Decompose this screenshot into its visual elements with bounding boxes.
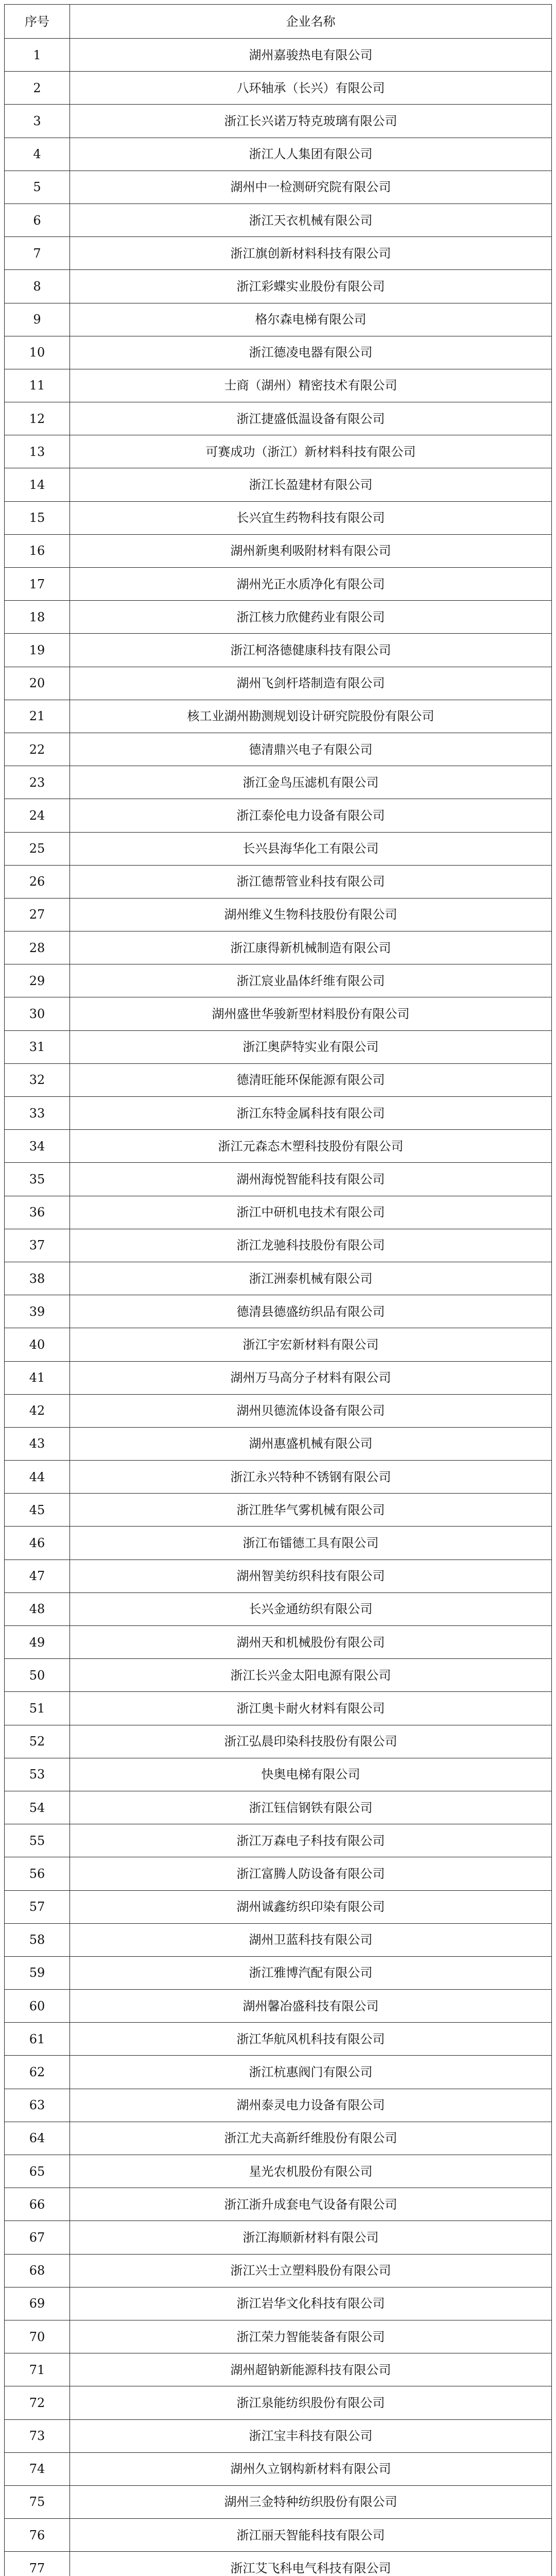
table-row [5,2287,552,2320]
serial-number-cell: 38 [5,1262,70,1295]
enterprise-name-cell: 长兴县海华化工有限公司 [70,832,552,865]
enterprise-name-cell: 浙江泉能纺织股份有限公司 [70,2386,552,2419]
enterprise-name-cell: 浙江龙驰科技股份有限公司 [70,1229,552,1262]
serial-number-cell: 30 [5,997,70,1030]
enterprise-name-cell: 浙江康得新机械制造有限公司 [70,931,552,964]
enterprise-name-cell: 湖州中一检测研究院有限公司 [70,171,552,204]
serial-number-cell: 28 [5,931,70,964]
serial-number-cell: 22 [5,733,70,766]
table-row [5,1130,552,1163]
table-row [5,1394,552,1427]
table-row [5,2452,552,2485]
enterprise-name-cell: 浙江奥萨特实业有限公司 [70,1030,552,1063]
enterprise-name-cell: 长兴宜生药物科技有限公司 [70,501,552,534]
enterprise-name-cell: 湖州贝德流体设备有限公司 [70,1394,552,1427]
enterprise-name-cell: 浙江艾飞科电气科技有限公司 [70,2552,552,2576]
enterprise-name-cell: 浙江核力欣健药业有限公司 [70,601,552,634]
table-row [5,2023,552,2056]
table-row [5,1030,552,1063]
table-row [5,501,552,534]
serial-number-cell: 77 [5,2552,70,2576]
serial-number-cell: 31 [5,1030,70,1063]
serial-number-cell: 6 [5,204,70,236]
table-header-row [5,5,552,39]
enterprise-name-cell: 浙江富腾人防设备有限公司 [70,1857,552,1890]
table-row [5,832,552,865]
table-row [5,931,552,964]
enterprise-name-cell: 浙江钰信钢铁有限公司 [70,1791,552,1824]
enterprise-name-cell: 浙江德帮管业科技有限公司 [70,865,552,898]
table-row [5,1659,552,1692]
table-row [5,435,552,468]
enterprise-name-cell: 湖州嘉骏热电有限公司 [70,39,552,72]
serial-number-cell: 26 [5,865,70,898]
serial-number-cell: 13 [5,435,70,468]
table-row [5,2254,552,2287]
serial-number-cell: 61 [5,2023,70,2056]
serial-number-cell: 58 [5,1923,70,1956]
table-row [5,2386,552,2419]
enterprise-name-cell: 湖州万马高分子材料有限公司 [70,1361,552,1394]
enterprise-name-cell: 浙江万森电子科技有限公司 [70,1824,552,1857]
serial-number-cell: 76 [5,2519,70,2552]
enterprise-name-cell: 湖州天和机械股份有限公司 [70,1626,552,1659]
serial-number-cell: 19 [5,634,70,667]
serial-number-cell: 8 [5,270,70,303]
enterprise-name-cell: 快奥电梯有限公司 [70,1758,552,1791]
table-row [5,964,552,997]
serial-number-cell: 35 [5,1163,70,1196]
enterprise-name-cell: 浙江金鸟压滤机有限公司 [70,766,552,799]
serial-number-cell: 51 [5,1692,70,1725]
serial-number-cell: 46 [5,1527,70,1560]
serial-number-cell: 11 [5,369,70,402]
serial-number-cell: 20 [5,667,70,700]
enterprise-name-cell: 浙江雅博汽配有限公司 [70,1956,552,1989]
serial-number-cell: 55 [5,1824,70,1857]
enterprise-name-cell: 湖州海悦智能科技有限公司 [70,1163,552,1196]
serial-number-cell: 56 [5,1857,70,1890]
serial-number-cell: 7 [5,237,70,270]
enterprise-name-cell: 德清鼎兴电子有限公司 [70,733,552,766]
serial-number-cell: 24 [5,799,70,832]
enterprise-name-cell: 湖州飞剑杆塔制造有限公司 [70,667,552,700]
table-row [5,303,552,336]
enterprise-name-cell: 浙江宸业晶体纤维有限公司 [70,964,552,997]
table-row [5,1956,552,1989]
table-row [5,468,552,501]
table-row [5,1427,552,1460]
table-row [5,1461,552,1494]
table-row [5,2552,552,2576]
table-row [5,1592,552,1625]
table-row [5,369,552,402]
table-row [5,634,552,667]
serial-number-cell: 75 [5,2485,70,2518]
enterprise-name-cell: 浙江人人集团有限公司 [70,138,552,171]
enterprise-name-cell: 浙江岩华文化科技有限公司 [70,2287,552,2320]
enterprise-name-cell: 浙江元森态木塑科技股份有限公司 [70,1130,552,1163]
enterprise-name-cell: 湖州惠盛机械有限公司 [70,1427,552,1460]
serial-number-cell: 48 [5,1592,70,1625]
table-row [5,2188,552,2221]
table-row [5,1527,552,1560]
enterprise-name-cell: 浙江浙升成套电气设备有限公司 [70,2188,552,2221]
enterprise-name-cell: 湖州卫蓝科技有限公司 [70,1923,552,1956]
serial-number-cell: 69 [5,2287,70,2320]
table-row [5,204,552,236]
table-row [5,799,552,832]
table-row [5,568,552,601]
enterprise-name-cell: 浙江胜华气雾机械有限公司 [70,1494,552,1527]
table-row [5,1890,552,1923]
serial-number-cell: 73 [5,2419,70,2452]
serial-number-cell: 34 [5,1130,70,1163]
serial-number-cell: 40 [5,1328,70,1361]
serial-number-cell: 70 [5,2320,70,2353]
serial-number-cell: 64 [5,2122,70,2155]
table-row [5,1494,552,1527]
enterprise-name-cell: 湖州智美纺织科技有限公司 [70,1560,552,1592]
table-row [5,237,552,270]
serial-number-cell: 47 [5,1560,70,1592]
enterprise-name-cell: 浙江捷盛低温设备有限公司 [70,402,552,435]
serial-number-cell: 32 [5,1063,70,1096]
header-serial-number: 序号 [5,5,70,39]
serial-number-cell: 74 [5,2452,70,2485]
table-row [5,1923,552,1956]
table-row [5,1295,552,1328]
table-row [5,2519,552,2552]
header-enterprise-name: 企业名称 [70,5,552,39]
serial-number-cell: 53 [5,1758,70,1791]
table-row [5,1560,552,1592]
table-row [5,1163,552,1196]
serial-number-cell: 3 [5,105,70,138]
enterprise-name-cell: 可赛成功（浙江）新材料科技有限公司 [70,435,552,468]
enterprise-name-cell: 浙江洲泰机械有限公司 [70,1262,552,1295]
table-row [5,865,552,898]
serial-number-cell: 45 [5,1494,70,1527]
enterprise-name-cell: 浙江兴士立塑料股份有限公司 [70,2254,552,2287]
enterprise-name-cell: 湖州泰灵电力设备有限公司 [70,2089,552,2122]
enterprise-name-cell: 浙江长兴诺万特克玻璃有限公司 [70,105,552,138]
table-row [5,997,552,1030]
enterprise-name-cell: 湖州维义生物科技股份有限公司 [70,898,552,931]
enterprise-name-cell: 浙江柯洛德健康科技有限公司 [70,634,552,667]
serial-number-cell: 39 [5,1295,70,1328]
serial-number-cell: 2 [5,72,70,105]
enterprise-name-cell: 浙江宇宏新材料有限公司 [70,1328,552,1361]
table-row [5,336,552,369]
serial-number-cell: 72 [5,2386,70,2419]
table-row [5,1626,552,1659]
enterprise-name-cell: 浙江东特金属科技有限公司 [70,1097,552,1130]
serial-number-cell: 52 [5,1725,70,1758]
enterprise-name-cell: 浙江天衣机械有限公司 [70,204,552,236]
table-row [5,270,552,303]
serial-number-cell: 18 [5,601,70,634]
enterprise-name-cell: 浙江永兴特种不锈钢有限公司 [70,1461,552,1494]
table-row [5,2056,552,2089]
serial-number-cell: 12 [5,402,70,435]
serial-number-cell: 44 [5,1461,70,1494]
table-row [5,667,552,700]
enterprise-table [4,4,552,2576]
serial-number-cell: 41 [5,1361,70,1394]
enterprise-name-cell: 浙江旗创新材料科技有限公司 [70,237,552,270]
enterprise-name-cell: 浙江德凌电器有限公司 [70,336,552,369]
table-row [5,39,552,72]
table-row [5,1328,552,1361]
table-row [5,1857,552,1890]
table-row [5,105,552,138]
enterprise-name-cell: 浙江彩蝶实业股份有限公司 [70,270,552,303]
serial-number-cell: 37 [5,1229,70,1262]
table-row [5,1824,552,1857]
table-body [5,39,552,2576]
serial-number-cell: 54 [5,1791,70,1824]
enterprise-name-cell: 湖州三金特种纺织股份有限公司 [70,2485,552,2518]
serial-number-cell: 67 [5,2221,70,2254]
table-row [5,1692,552,1725]
table-row [5,2122,552,2155]
table-row [5,1758,552,1791]
enterprise-name-cell: 浙江奥卡耐火材料有限公司 [70,1692,552,1725]
enterprise-name-cell: 浙江荣力智能装备有限公司 [70,2320,552,2353]
serial-number-cell: 43 [5,1427,70,1460]
serial-number-cell: 16 [5,534,70,567]
table-row [5,2419,552,2452]
serial-number-cell: 49 [5,1626,70,1659]
serial-number-cell: 27 [5,898,70,931]
serial-number-cell: 57 [5,1890,70,1923]
enterprise-name-cell: 士商（湖州）精密技术有限公司 [70,369,552,402]
serial-number-cell: 23 [5,766,70,799]
serial-number-cell: 42 [5,1394,70,1427]
serial-number-cell: 15 [5,501,70,534]
serial-number-cell: 60 [5,1990,70,2023]
serial-number-cell: 33 [5,1097,70,1130]
table-row [5,171,552,204]
enterprise-name-cell: 湖州超钠新能源科技有限公司 [70,2353,552,2386]
serial-number-cell: 21 [5,700,70,733]
enterprise-name-cell: 核工业湖州勘测规划设计研究院股份有限公司 [70,700,552,733]
enterprise-name-cell: 浙江长盈建材有限公司 [70,468,552,501]
table-row [5,898,552,931]
serial-number-cell: 4 [5,138,70,171]
table-row [5,1229,552,1262]
serial-number-cell: 25 [5,832,70,865]
table-row [5,1196,552,1229]
serial-number-cell: 9 [5,303,70,336]
table-row [5,2155,552,2188]
table-row [5,700,552,733]
serial-number-cell: 36 [5,1196,70,1229]
enterprise-name-cell: 浙江尤夫高新纤维股份有限公司 [70,2122,552,2155]
serial-number-cell: 29 [5,964,70,997]
enterprise-name-cell: 湖州馨冶盛科技有限公司 [70,1990,552,2023]
table-row [5,2353,552,2386]
serial-number-cell: 10 [5,336,70,369]
enterprise-name-cell: 湖州新奥利吸附材料有限公司 [70,534,552,567]
table-row [5,1791,552,1824]
serial-number-cell: 63 [5,2089,70,2122]
table-row [5,72,552,105]
table-row [5,601,552,634]
enterprise-list [4,4,551,2576]
table-row [5,766,552,799]
serial-number-cell: 5 [5,171,70,204]
table-row [5,1063,552,1096]
table-row [5,2089,552,2122]
table-row [5,534,552,567]
serial-number-cell: 62 [5,2056,70,2089]
enterprise-name-cell: 浙江长兴金太阳电源有限公司 [70,1659,552,1692]
enterprise-name-cell: 浙江杭惠阀门有限公司 [70,2056,552,2089]
table-row [5,2485,552,2518]
table-row [5,138,552,171]
enterprise-name-cell: 浙江泰伦电力设备有限公司 [70,799,552,832]
serial-number-cell: 17 [5,568,70,601]
enterprise-name-cell: 浙江中研机电技术有限公司 [70,1196,552,1229]
table-row [5,1990,552,2023]
serial-number-cell: 14 [5,468,70,501]
table-row [5,1725,552,1758]
serial-number-cell: 71 [5,2353,70,2386]
enterprise-name-cell: 浙江宝丰科技有限公司 [70,2419,552,2452]
enterprise-name-cell: 湖州光正水质净化有限公司 [70,568,552,601]
table-row [5,733,552,766]
enterprise-name-cell: 八环轴承（长兴）有限公司 [70,72,552,105]
enterprise-name-cell: 浙江丽天智能科技有限公司 [70,2519,552,2552]
table-row [5,1097,552,1130]
enterprise-name-cell: 浙江布镭德工具有限公司 [70,1527,552,1560]
enterprise-name-cell: 长兴金通纺织有限公司 [70,1592,552,1625]
enterprise-name-cell: 德清旺能环保能源有限公司 [70,1063,552,1096]
enterprise-name-cell: 格尔森电梯有限公司 [70,303,552,336]
table-row [5,1361,552,1394]
serial-number-cell: 68 [5,2254,70,2287]
enterprise-name-cell: 浙江海顺新材料有限公司 [70,2221,552,2254]
enterprise-name-cell: 湖州诚鑫纺织印染有限公司 [70,1890,552,1923]
table-row [5,402,552,435]
serial-number-cell: 66 [5,2188,70,2221]
serial-number-cell: 59 [5,1956,70,1989]
table-row [5,1262,552,1295]
table-row [5,2221,552,2254]
table-row [5,2320,552,2353]
enterprise-name-cell: 德清县德盛纺织品有限公司 [70,1295,552,1328]
serial-number-cell: 1 [5,39,70,72]
enterprise-name-cell: 浙江弘晨印染科技股份有限公司 [70,1725,552,1758]
serial-number-cell: 50 [5,1659,70,1692]
enterprise-name-cell: 湖州久立钢构新材料有限公司 [70,2452,552,2485]
enterprise-name-cell: 湖州盛世华骏新型材料股份有限公司 [70,997,552,1030]
enterprise-name-cell: 星光农机股份有限公司 [70,2155,552,2188]
enterprise-name-cell: 浙江华航风机科技有限公司 [70,2023,552,2056]
serial-number-cell: 65 [5,2155,70,2188]
